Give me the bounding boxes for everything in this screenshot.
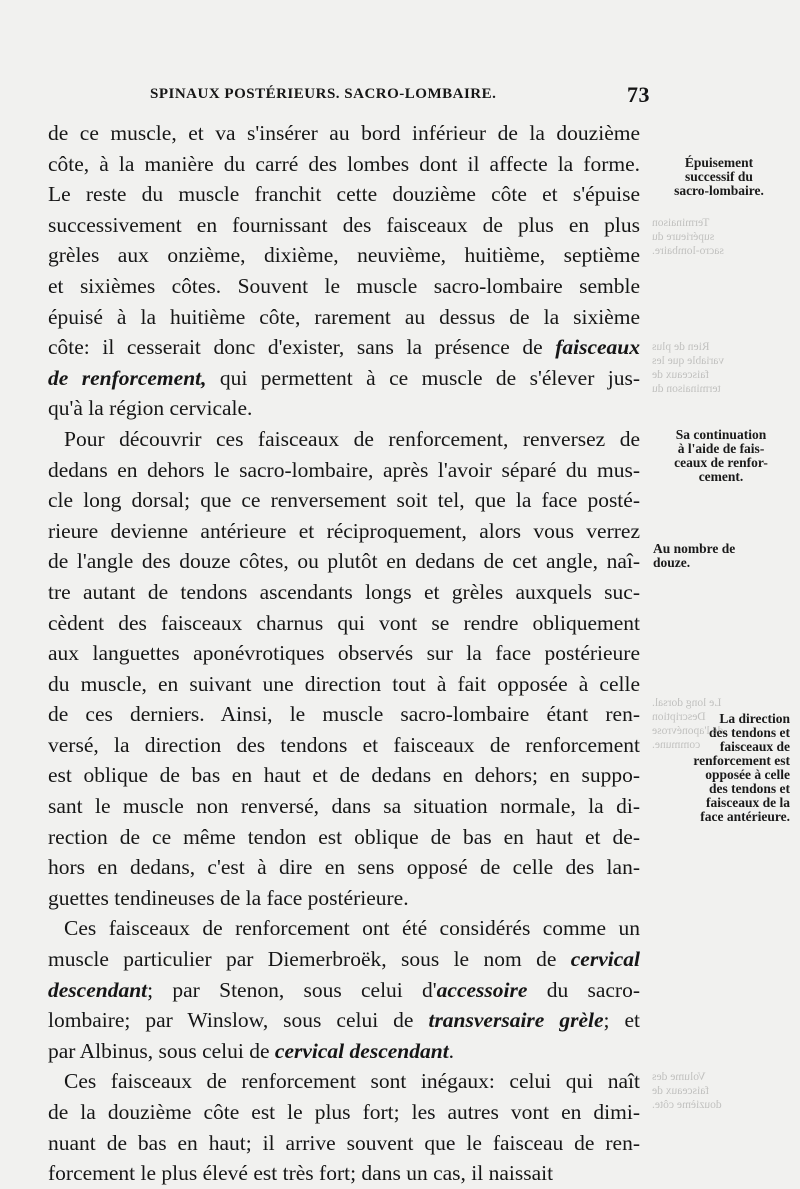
bleed-through-line: terminaison du [652, 383, 721, 395]
sidenote-line: faisceaux de [719, 739, 790, 754]
text-line [48, 210, 640, 241]
text-line [48, 975, 640, 1006]
text-line [48, 883, 640, 914]
text-run: rieure devienne antérieure et réciproquement, alors vous verrez [48, 518, 640, 543]
bleed-through-note [652, 696, 792, 752]
bleed-through-line: Rien de plus [652, 341, 710, 353]
text-line [48, 546, 640, 577]
bleed-through-line: sacro-lombaire. [652, 245, 724, 257]
main-text [48, 118, 640, 1189]
bleed-through-note [652, 340, 792, 396]
text-run: de ce muscle, et va s'insérer au bord inférieur de la douzième [48, 121, 640, 145]
text-line [48, 302, 640, 333]
text-line [48, 1128, 640, 1159]
text-run: qu'à la région cervicale. [48, 396, 253, 421]
sidenote-line: des tendons et [708, 781, 790, 796]
header-title: SPINAUX POSTÉRIEURS. SACRO-LOMBAIRE. [150, 86, 497, 102]
text-line [48, 913, 640, 944]
bleed-through-note [652, 1070, 792, 1112]
text-run: de ces derniers. Ainsi, le muscle sacro-lombaire étant ren- [48, 702, 640, 727]
text-line [48, 730, 640, 761]
bleed-through-line: faisceaux de [652, 1085, 710, 1097]
sidenote-epuisement [650, 156, 788, 198]
text-line [48, 516, 640, 547]
bleed-through-line: Le long dorsal. [652, 697, 722, 709]
text-line [48, 699, 640, 730]
bleed-through-line: supérieure du [652, 231, 715, 243]
text-run: qui permettent à ce muscle de s'élever jus- [206, 365, 640, 390]
sidenote-line: opposée à celle [705, 767, 790, 782]
text-line [48, 669, 640, 700]
text-run: ; par Stenon, sous celui d' [147, 977, 437, 1002]
bleed-through-line: faisceaux de [652, 369, 710, 381]
text-line [48, 852, 640, 883]
italic-term: cervical [570, 947, 640, 972]
text-run: Ces faisceaux de renforcement sont inégaux: celui qui naît [64, 1069, 640, 1094]
text-run: du muscle, en suivant une direction tout à fait opposée à celle [48, 671, 640, 696]
sidenote-line: douze. [653, 555, 691, 570]
page-number: 73 [627, 82, 650, 107]
text-line [48, 577, 640, 608]
text-line [48, 363, 640, 394]
text-line [48, 1036, 640, 1067]
bleed-through-line: Volume des [652, 1071, 706, 1083]
sidenote-line: faisceaux de la [706, 795, 790, 810]
text-line [48, 1158, 640, 1189]
text-run: Pour découvrir ces faisceaux de renforcement, renversez de [64, 426, 640, 451]
text-line [48, 608, 640, 639]
text-run: nuant de bas en haut; il arrive souvent que le faisceau de ren- [48, 1130, 640, 1155]
sidenote-line: Épuisement [684, 155, 754, 170]
text-run: cle long dorsal; que ce renversement soit tel, que la face posté- [48, 488, 640, 513]
text-run: sant le muscle non renversé, dans sa situation normale, la di- [48, 794, 640, 819]
bleed-through-line: Terminaison [652, 217, 710, 229]
text-line [48, 240, 640, 271]
text-run: forcement le plus élevé est très fort; dans un cas, il naissait [48, 1161, 554, 1186]
text-line [48, 1066, 640, 1097]
text-run: guettes tendineuses de la face postérieure. [48, 885, 409, 910]
bleed-through-line: Description [652, 711, 706, 723]
text-run: tre autant de tendons ascendants longs et grèles auxquels suc- [48, 579, 640, 604]
sidenote-line: Sa continuation [675, 427, 767, 442]
text-run: côte, à la manière du carré des lombes dont il affecte la forme. [48, 151, 640, 176]
text-run: ; et [603, 1008, 640, 1033]
text-run: cèdent des faisceaux charnus qui vont se rendre obliquement [48, 610, 640, 635]
text-line [48, 638, 640, 669]
text-line [48, 424, 640, 455]
sidenote-line: ceaux de renfor- [674, 455, 768, 470]
sidenote-line: successif du [685, 169, 753, 184]
text-run: muscle particulier par Diemerbroëk, sous le nom de [48, 947, 571, 972]
text-line [48, 271, 640, 302]
text-line [48, 791, 640, 822]
text-line [48, 393, 640, 424]
sidenote-line: des tendons et [708, 725, 790, 740]
bleed-through-note [652, 216, 792, 258]
text-run: successivement en fournissant des faisceaux de plus en plus [48, 212, 640, 237]
text-run: du sacro- [527, 977, 640, 1002]
text-run: hors en dedans, c'est à dire en sens opposé de celle des lan- [48, 855, 640, 880]
text-line [48, 1005, 640, 1036]
bleed-through-line: commune. [652, 739, 701, 751]
text-line [48, 332, 640, 363]
text-run: est oblique de bas en haut et de dedans en dehors; en suppo- [48, 763, 640, 788]
italic-term: accessoire [436, 977, 528, 1002]
sidenote-line: renforcement est [693, 753, 790, 768]
text-run: par Albinus, sous celui de [48, 1038, 275, 1063]
sidenote-continuation [651, 428, 791, 484]
text-run: grèles aux onzième, dixième, neuvième, huitième, septième [48, 243, 640, 268]
bleed-through-line: de l'aponévrose [652, 725, 724, 737]
text-run: rection de ce même tendon est oblique de bas en haut et de- [48, 824, 640, 849]
text-run: Ces faisceaux de renforcement ont été considérés comme un [64, 916, 640, 941]
sidenote-line: cement. [698, 469, 744, 484]
text-run: épuisé à la huitième côte, rarement au dessus de la sixième [48, 304, 640, 329]
text-run: Le reste du muscle franchit cette douzième côte et s'épuise [48, 182, 640, 207]
text-run: aux languettes aponévrotiques observés sur la face postérieure [48, 641, 640, 666]
sidenote-line: La direction [719, 711, 790, 726]
text-line [48, 822, 640, 853]
italic-term: faisceaux [555, 335, 640, 360]
italic-term: cervical descendant [274, 1038, 449, 1063]
text-run: . [448, 1038, 455, 1063]
text-run: de la douzième côte est le plus fort; les autres vont en dimi- [48, 1100, 640, 1124]
sidenote-nombre [653, 542, 793, 570]
italic-term: transversaire grèle [428, 1008, 604, 1033]
text-line [48, 455, 640, 486]
italic-term: descendant [48, 977, 148, 1002]
text-run: lombaire; par Winslow, sous celui de [48, 1008, 429, 1033]
text-run: dedans en dehors le sacro-lombaire, après l'avoir séparé du mus- [48, 457, 640, 482]
sidenote-line: à l'aide de fais- [677, 441, 765, 456]
text-line [48, 118, 640, 149]
text-line [48, 760, 640, 791]
sidenote-line: sacro-lombaire. [674, 183, 764, 198]
text-line [48, 485, 640, 516]
text-line [48, 1097, 640, 1128]
bleed-through-line: variable que les [652, 355, 725, 367]
sidenote-line: face antérieure. [700, 809, 790, 824]
text-run: côte: il cesserait donc d'exister, sans la présence de [48, 335, 556, 360]
text-line [48, 149, 640, 180]
text-line [48, 179, 640, 210]
text-line [48, 944, 640, 975]
italic-term: de renforcement, [48, 365, 207, 390]
bleed-through-line: douzième côte. [652, 1099, 722, 1111]
text-run: versé, la direction des tendons et faisceaux de renforcement [48, 732, 640, 757]
text-run: et sixièmes côtes. Souvent le muscle sacro-lombaire semble [48, 273, 640, 298]
sidenote-line: Au nombre de [653, 541, 736, 556]
text-run: de l'angle des douze côtes, ou plutôt en dedans de cet angle, naî- [48, 549, 640, 574]
